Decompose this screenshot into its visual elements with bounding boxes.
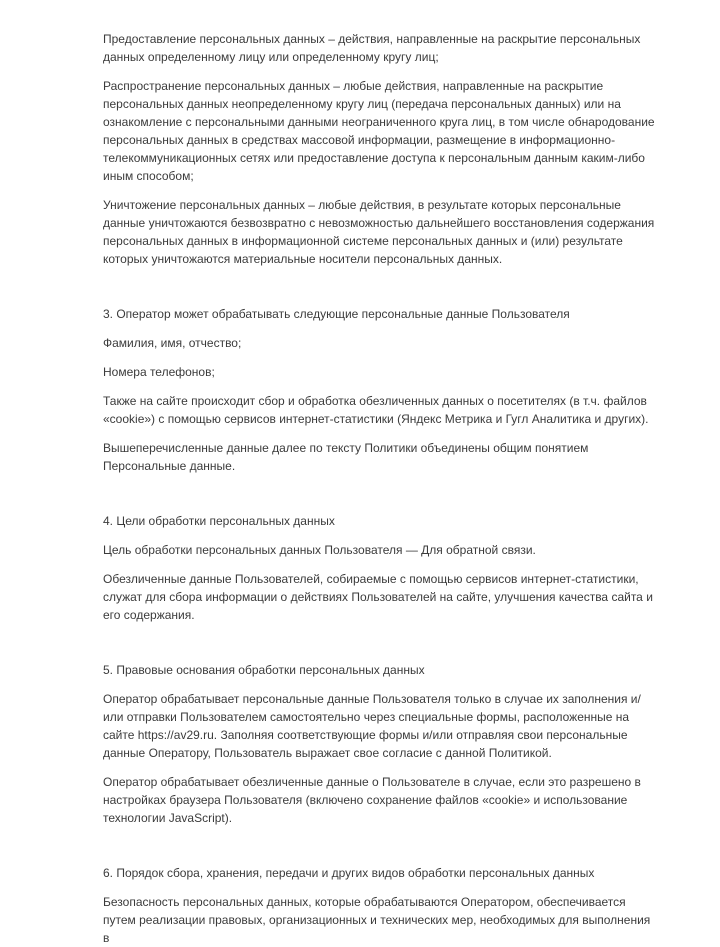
paragraph-security-measures: Безопасность персональных данных, которые обрабатываются Оператором, обеспечивается путем реализации правовых, организационных и технических мер, необходимых для выполнения в — [103, 895, 651, 945]
paragraph-phones: Номера телефонов; — [103, 365, 215, 379]
paragraph-definition-distribution: Распространение персональных данных – любые действия, направленные на раскрытие персональных данных неопределенному кругу лиц (передача персональных данных) или на ознакомление с персональными данными неограниченного круга лиц, в том числе обнародование персональных данных в средствах массовой информации, размещение в информационно-телекоммуникационных сетях или предоставление доступа к персональным данным каким-либо иным способом; — [103, 79, 655, 183]
section-heading-3: 3. Оператор может обрабатывать следующие персональные данные Пользователя — [103, 307, 570, 321]
paragraph-combined-term: Вышеперечисленные данные далее по тексту Политики объединены общим понятием Персональные данные. — [103, 441, 589, 473]
paragraph-definition-destruction: Уничтожение персональных данных – любые действия, в результате которых персональные данные уничтожаются безвозвратно с невозможностью дальнейшего восстановления содержания персональных данных в информационной системе персональных данных и (или) результате которых уничтожаются материальные носители персональных данных. — [103, 198, 655, 266]
paragraph-legal-basis-browser: Оператор обрабатывает обезличенные данные о Пользователе в случае, если это разрешено в настройках браузера Пользователя (включено сохранение файлов «cookie» и использование технологии JavaScript). — [103, 775, 641, 825]
paragraph-definition-providing: Предоставление персональных данных – действия, направленные на раскрытие персональных данных определенному лицу или определенному кругу лиц; — [103, 32, 641, 64]
paragraph-fio: Фамилия, имя, отчество; — [103, 336, 242, 350]
paragraph-processing-goal: Цель обработки персональных данных Пользователя — Для обратной связи. — [103, 543, 536, 557]
paragraph-anonymized-data-use: Обезличенные данные Пользователей, собираемые с помощью сервисов интернет-статистики, служат для сбора информации о действиях Пользователей на сайте, улучшения качества сайта и его содержания. — [103, 572, 653, 622]
section-heading-5: 5. Правовые основания обработки персональных данных — [103, 663, 425, 677]
section-heading-6: 6. Порядок сбора, хранения, передачи и других видов обработки персональных данных — [103, 866, 595, 880]
paragraph-legal-basis-forms: Оператор обрабатывает персональные данные Пользователя только в случае их заполнения и/или отправки Пользователем самостоятельно через специальные формы, расположенные на сайте https://av29.ru. Заполняя соответствующие формы и/или отправляя свои персональные данные Оператору, Пользователь выражает свое согласие с данной Политикой. — [103, 692, 641, 760]
paragraph-cookies-collection: Также на сайте происходит сбор и обработка обезличенных данных о посетителях (в т.ч. файлов «cookie») с помощью сервисов интернет-статистики (Яндекс Метрика и Гугл Аналитика и других). — [103, 394, 649, 426]
section-heading-4: 4. Цели обработки персональных данных — [103, 514, 335, 528]
